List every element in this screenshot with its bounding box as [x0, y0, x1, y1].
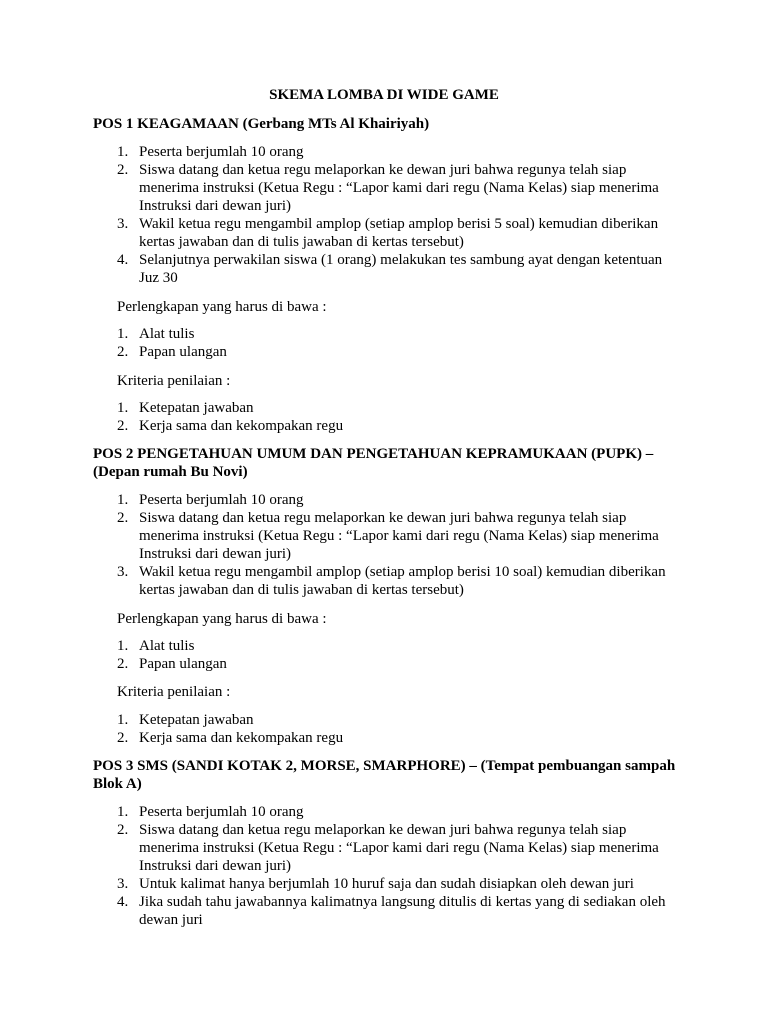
- list-item: 1. Peserta berjumlah 10 orang: [117, 492, 304, 508]
- pos2-heading: POS 2 PENGETAHUAN UMUM DAN PENGETAHUAN KEPRAMUKAAN (PUPK) – (Depan rumah Bu Novi): [93, 446, 654, 480]
- list-item: 1. Peserta berjumlah 10 orang: [117, 804, 304, 820]
- pos2-criteria-label: Kriteria penilaian :: [117, 684, 231, 700]
- pos1-heading: POS 1 KEAGAMAAN (Gerbang MTs Al Khairiyah): [93, 116, 430, 132]
- list-item: 2. Siswa datang dan ketua regu melaporkan ke dewan juri bahwa regunya telah siap menerima instruksi (Ketua Regu : “Lapor kami dari regu (Nama Kelas) siap menerima Instruksi dari dewan juri): [117, 162, 659, 214]
- list-item: 1. Ketepatan jawaban: [117, 712, 254, 728]
- list-item: 2. Kerja sama dan kekompakan regu: [117, 730, 344, 746]
- pos1-equipment-label: Perlengkapan yang harus di bawa :: [117, 299, 327, 315]
- list-item: 1. Alat tulis: [117, 326, 195, 342]
- document-title: SKEMA LOMBA DI WIDE GAME: [269, 87, 499, 103]
- list-item: 2. Papan ulangan: [117, 656, 227, 672]
- list-item: 4. Selanjutnya perwakilan siswa (1 orang) melakukan tes sambung ayat dengan ketentuan Juz 30: [117, 252, 663, 286]
- list-item: 2. Papan ulangan: [117, 344, 227, 360]
- list-item: 1. Ketepatan jawaban: [117, 400, 254, 416]
- list-item: 1. Alat tulis: [117, 638, 195, 654]
- pos1-criteria-label: Kriteria penilaian :: [117, 373, 231, 389]
- pos1-equipment-list: [117, 325, 677, 361]
- pos3-heading: POS 3 SMS (SANDI KOTAK 2, MORSE, SMARPHORE) – (Tempat pembuangan sampah Blok A): [93, 758, 676, 792]
- pos2-criteria-list: [117, 711, 677, 747]
- list-item: 3. Untuk kalimat hanya berjumlah 10 huruf saja dan sudah disiapkan oleh dewan juri: [117, 876, 634, 892]
- pos1-steps-list: [117, 143, 677, 287]
- pos1-criteria-list: [117, 399, 677, 435]
- list-item: 2. Siswa datang dan ketua regu melaporkan ke dewan juri bahwa regunya telah siap menerima instruksi (Ketua Regu : “Lapor kami dari regu (Nama Kelas) siap menerima Instruksi dari dewan juri): [117, 510, 659, 562]
- list-item: 3. Wakil ketua regu mengambil amplop (setiap amplop berisi 5 soal) kemudian diberikan kertas jawaban dan di tulis jawaban di kertas tersebut): [117, 216, 659, 250]
- pos2-equipment-label: Perlengkapan yang harus di bawa :: [117, 611, 327, 627]
- list-item: 2. Siswa datang dan ketua regu melaporkan ke dewan juri bahwa regunya telah siap menerima instruksi (Ketua Regu : “Lapor kami dari regu (Nama Kelas) siap menerima Instruksi dari dewan juri): [117, 822, 659, 874]
- pos3-steps-list: [117, 803, 677, 929]
- list-item: 2. Kerja sama dan kekompakan regu: [117, 418, 344, 434]
- list-item: 3. Wakil ketua regu mengambil amplop (setiap amplop berisi 10 soal) kemudian diberikan kertas jawaban dan di tulis jawaban di kertas tersebut): [117, 564, 666, 598]
- pos2-steps-list: [117, 491, 677, 599]
- list-item: 1. Peserta berjumlah 10 orang: [117, 144, 304, 160]
- pos2-equipment-list: [117, 637, 677, 673]
- list-item: 4. Jika sudah tahu jawabannya kalimatnya langsung ditulis di kertas yang di sediakan oleh dewan juri: [117, 894, 666, 928]
